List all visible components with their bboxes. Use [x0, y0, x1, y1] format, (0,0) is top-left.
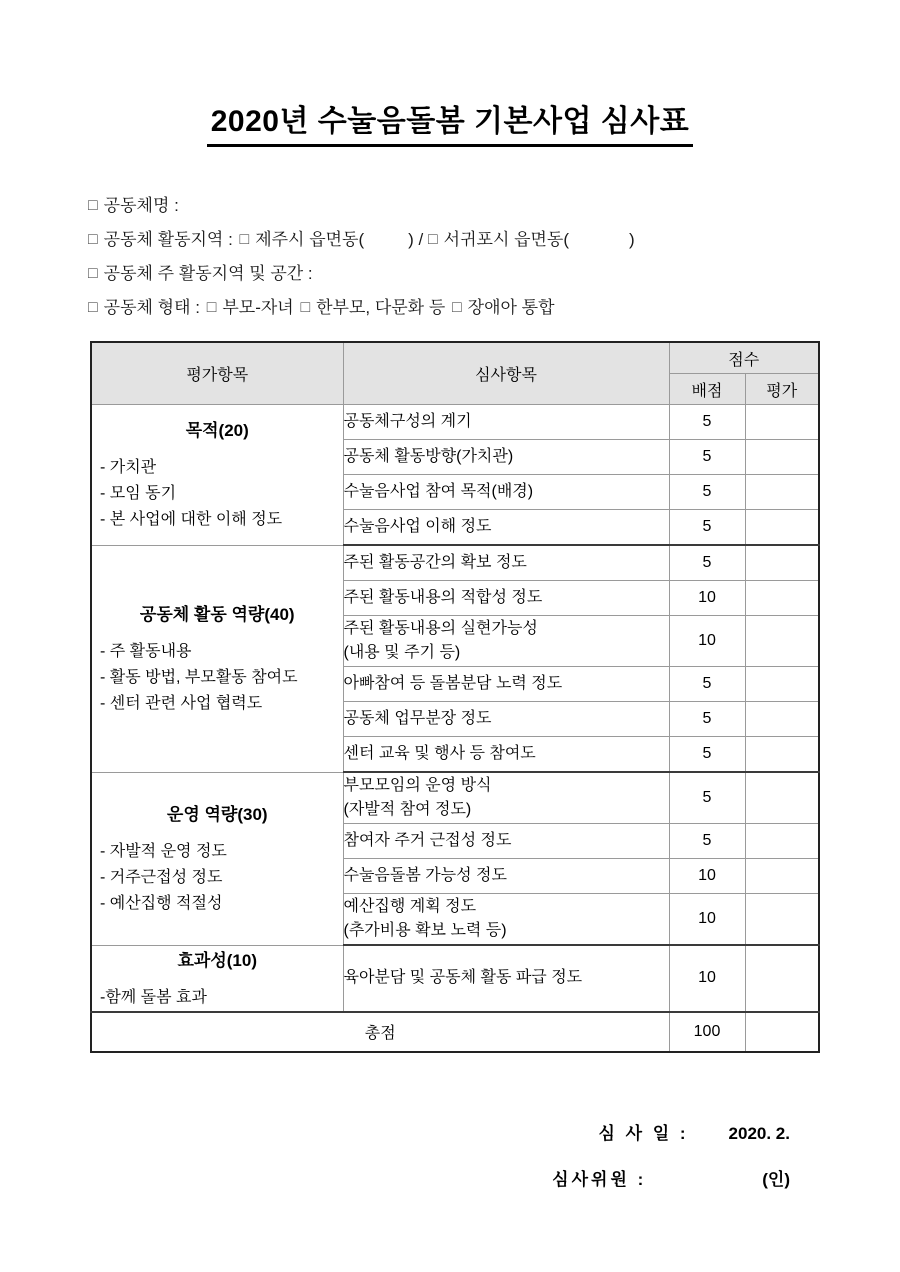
footer-date-label: 심 사 일 : — [598, 1123, 689, 1143]
criteria-line: 센터 교육 및 행사 등 참여도 — [343, 745, 536, 762]
evaluation-cell[interactable] — [745, 859, 819, 894]
criteria-line: 공동체 업무분장 정도 — [343, 710, 492, 727]
meta-label-activity-region: 공동체 활동지역 : — [103, 230, 233, 249]
header-category: 평가항목 — [91, 342, 343, 405]
evaluation-cell[interactable] — [745, 510, 819, 546]
allocation-cell: 10 — [669, 945, 745, 1012]
category-bullet: - 활동 방법, 부모활동 참여도 — [100, 669, 298, 686]
evaluation-cell[interactable] — [745, 824, 819, 859]
criteria-cell — [343, 440, 669, 475]
criteria-cell — [343, 737, 669, 773]
category-bullet: - 모임 동기 — [100, 485, 177, 503]
checkbox-icon[interactable]: □ — [88, 265, 98, 282]
category-bullet-list — [92, 455, 343, 533]
header-evaluation: 평가 — [745, 374, 819, 405]
criteria-line: 육아분담 및 공동체 활동 파급 정도 — [343, 969, 583, 987]
paren-close-jeju: ) — [408, 230, 414, 249]
category-bullet: - 주 활동내용 — [100, 643, 192, 660]
allocation-cell: 5 — [669, 824, 745, 859]
meta-line-community-type — [88, 293, 900, 323]
category-title: 운영 역량(30) — [166, 805, 268, 824]
criteria-cell — [343, 859, 669, 894]
criteria-line: 수눌음사업 이해 정도 — [343, 518, 492, 535]
category-bullet: - 예산집행 적절성 — [100, 895, 223, 912]
allocation-cell: 5 — [669, 475, 745, 510]
criteria-cell — [343, 616, 669, 667]
footer-date-line — [0, 1111, 790, 1157]
header-allocation: 배점 — [669, 374, 745, 405]
total-row — [91, 1012, 819, 1052]
criteria-line: 수눌음사업 참여 목적(배경) — [343, 483, 534, 500]
category-title: 공동체 활동 역량(40) — [139, 605, 295, 624]
criteria-cell — [343, 475, 669, 510]
category-bullet: -함께 돌봄 효과 — [100, 988, 207, 1006]
header-score-group: 점수 — [669, 342, 819, 374]
checkbox-icon-seogwipo[interactable]: □ — [428, 231, 438, 248]
footer-reviewer-line — [0, 1157, 790, 1203]
criteria-line: 아빠참여 등 돌봄분담 노력 정도 — [343, 675, 563, 692]
table-body — [91, 405, 819, 1052]
checkbox-icon-parent-child[interactable]: □ — [206, 299, 217, 316]
criteria-line: (자발적 참여 정도) — [343, 801, 472, 818]
table-row — [91, 405, 819, 440]
meta-line-community-name — [88, 191, 900, 221]
evaluation-cell[interactable] — [745, 440, 819, 475]
category-title: 목적(20) — [185, 421, 249, 441]
criteria-cell — [343, 510, 669, 546]
footer-date-value: 2020. 2. — [728, 1123, 790, 1143]
criteria-cell — [343, 945, 669, 1012]
allocation-cell: 10 — [669, 859, 745, 894]
total-allocation: 100 — [669, 1012, 745, 1052]
category-bullet: - 본 사업에 대한 이해 정도 — [100, 511, 283, 529]
allocation-cell: 5 — [669, 545, 745, 581]
criteria-line: 공동체 활동방향(가치관) — [343, 448, 514, 465]
criteria-cell — [343, 824, 669, 859]
table-header-row-1 — [91, 342, 819, 374]
allocation-cell: 10 — [669, 581, 745, 616]
criteria-line: 주된 활동내용의 실현가능성 — [343, 620, 538, 637]
scoring-table — [90, 341, 820, 1053]
criteria-line: 주된 활동내용의 적합성 정도 — [343, 589, 543, 606]
allocation-cell: 5 — [669, 510, 745, 546]
criteria-cell — [343, 702, 669, 737]
category-bullet: - 센터 관련 사업 협력도 — [100, 695, 263, 712]
meta-line-main-region-space — [88, 259, 900, 289]
meta-label-main-region-space: 공동체 주 활동지역 및 공간 : — [103, 264, 313, 283]
criteria-cell — [343, 894, 669, 946]
criteria-cell — [343, 581, 669, 616]
criteria-line: 참여자 주거 근접성 정도 — [343, 832, 512, 849]
criteria-cell — [343, 545, 669, 581]
criteria-line: 주된 활동공간의 확보 정도 — [343, 554, 527, 571]
category-bullet: - 자발적 운영 정도 — [100, 843, 227, 860]
allocation-cell: 5 — [669, 440, 745, 475]
evaluation-cell[interactable] — [745, 702, 819, 737]
footer-reviewer-label: 심사위원 : — [552, 1169, 647, 1189]
meta-option-jeju: 제주시 읍면동( — [255, 230, 365, 249]
evaluation-cell[interactable] — [745, 475, 819, 510]
criteria-line: (내용 및 주기 등) — [343, 644, 461, 661]
evaluation-cell[interactable] — [745, 737, 819, 773]
criteria-cell — [343, 667, 669, 702]
allocation-cell: 5 — [669, 772, 745, 824]
table-header — [91, 342, 819, 405]
criteria-line: 예산집행 계획 정도 — [343, 898, 477, 915]
criteria-line: 부모모임의 운영 방식 — [343, 777, 492, 794]
table-row — [91, 545, 819, 581]
evaluation-cell[interactable] — [745, 545, 819, 581]
page-title: 2020년 수눌음돌봄 기본사업 심사표 — [207, 104, 693, 147]
checkbox-icon[interactable]: □ — [88, 197, 98, 214]
allocation-cell: 10 — [669, 894, 745, 946]
criteria-line: 공동체구성의 계기 — [343, 413, 472, 430]
evaluation-cell[interactable] — [745, 945, 819, 1012]
allocation-cell: 5 — [669, 667, 745, 702]
criteria-line: (추가비용 확보 노력 등) — [343, 922, 507, 939]
meta-line-activity-region — [88, 225, 900, 255]
evaluation-cell[interactable] — [745, 667, 819, 702]
category-bullet: - 가치관 — [100, 459, 157, 477]
category-cell — [91, 545, 343, 772]
category-title: 효과성(10) — [177, 950, 257, 970]
scoring-table-container — [90, 341, 818, 1053]
total-evaluation-cell[interactable] — [745, 1012, 819, 1052]
meta-option-seogwipo: 서귀포시 읍면동( — [443, 230, 570, 249]
total-label: 총점 — [91, 1012, 669, 1052]
evaluation-cell[interactable] — [745, 405, 819, 440]
checkbox-icon-single-parent[interactable]: □ — [300, 299, 311, 316]
checkbox-icon-jeju[interactable]: □ — [239, 231, 250, 248]
criteria-cell — [343, 405, 669, 440]
table-row — [91, 945, 819, 1012]
meta-option-parent-child: 부모-자녀 — [222, 298, 294, 317]
allocation-cell: 5 — [669, 405, 745, 440]
meta-label-community-type: 공동체 형태 : — [103, 298, 200, 317]
category-cell — [91, 405, 343, 546]
criteria-line: 수눌음돌봄 가능성 정도 — [343, 867, 507, 884]
criteria-cell — [343, 772, 669, 824]
meta-option-disability-inclusive: 장애아 통합 — [467, 298, 555, 317]
meta-label-community-name: 공동체명 : — [103, 196, 179, 215]
allocation-cell: 5 — [669, 737, 745, 773]
title-container — [0, 0, 900, 147]
footer-block — [0, 1111, 900, 1203]
table-row — [91, 772, 819, 824]
evaluation-cell[interactable] — [745, 772, 819, 824]
evaluation-cell[interactable] — [745, 894, 819, 946]
checkbox-icon[interactable]: □ — [88, 231, 98, 248]
header-item: 심사항목 — [343, 342, 669, 405]
category-bullet-list — [92, 985, 343, 1011]
paren-close-seogwipo: ) — [629, 230, 635, 249]
category-cell — [91, 772, 343, 945]
category-cell — [91, 945, 343, 1012]
checkbox-icon-disability-inclusive[interactable]: □ — [451, 299, 462, 316]
category-bullet-list — [92, 839, 343, 917]
meta-checkbox-block — [88, 191, 900, 323]
footer-seal: (인) — [762, 1169, 790, 1189]
category-bullet-list — [92, 639, 343, 717]
allocation-cell: 10 — [669, 616, 745, 667]
evaluation-cell[interactable] — [745, 616, 819, 667]
checkbox-icon[interactable]: □ — [88, 299, 98, 316]
meta-separator: / — [418, 230, 424, 249]
category-bullet: - 거주근접성 정도 — [100, 869, 223, 886]
evaluation-cell[interactable] — [745, 581, 819, 616]
meta-option-single-parent: 한부모, 다문화 등 — [316, 298, 446, 317]
allocation-cell: 5 — [669, 702, 745, 737]
